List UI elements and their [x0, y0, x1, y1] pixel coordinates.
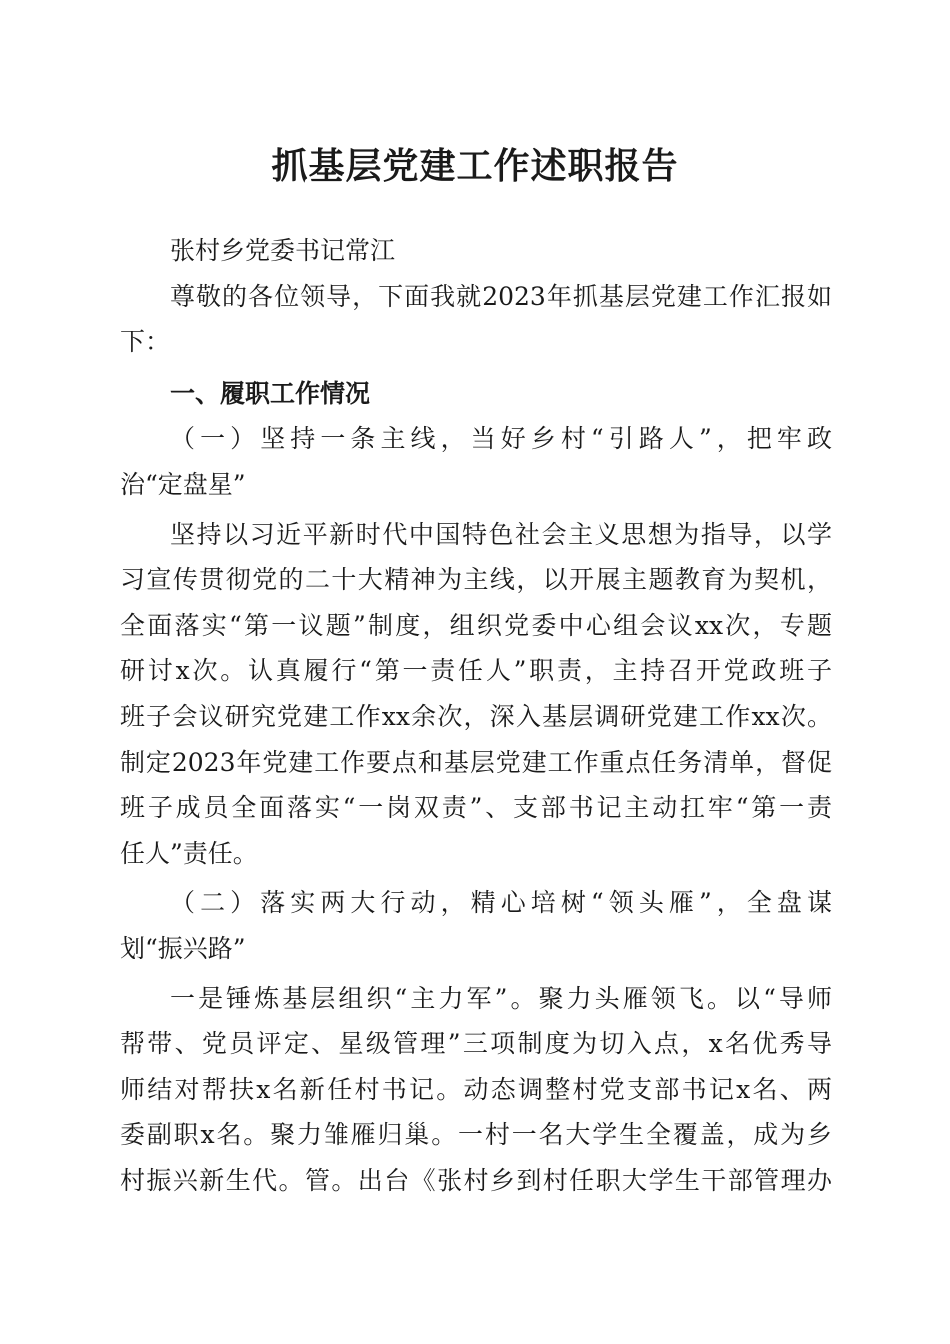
greeting-line-1: 尊敬的各位领导，下面我就2023年抓基层党建工作汇报如 — [170, 281, 832, 311]
paragraph-line: 班子会议研究党建工作xx余次，深入基层调研党建工作xx次。 — [120, 701, 832, 731]
paragraph-line: 师结对帮扶x名新任村书记。动态调整村党支部书记x名、两 — [120, 1074, 832, 1104]
greeting-line-2: 下： — [120, 327, 171, 357]
document-body — [120, 228, 832, 1203]
paragraph-line: 委副职x名。聚力雏雁归巢。一村一名大学生全覆盖，成为乡 — [120, 1120, 832, 1150]
paragraph-line: 村振兴新生代。管。出台《张村乡到村任职大学生干部管理办 — [120, 1165, 832, 1195]
subheading-1-line-2: 治“定盘星” — [120, 469, 246, 499]
paragraph-line: 任人”责任。 — [120, 838, 258, 868]
paragraph-line: 制定2023年党建工作要点和基层党建工作重点任务清单，督促 — [120, 747, 832, 777]
document-title: 抓基层党建工作述职报告 — [271, 145, 679, 187]
paragraph-line: 坚持以习近平新时代中国特色社会主义思想为指导，以学 — [170, 519, 832, 549]
paragraph-line: 习宣传贯彻党的二十大精神为主线，以开展主题教育为契机， — [120, 565, 832, 595]
author-line: 张村乡党委书记常江 — [170, 236, 396, 265]
paragraph-line: 帮带、党员评定、星级管理”三项制度为切入点，x名优秀导 — [120, 1029, 832, 1059]
subheading-1-line-1: （一）坚持一条主线，当好乡村“引路人”，把牢政 — [170, 424, 832, 454]
paragraph-line: 研讨x次。认真履行“第一责任人”职责，主持召开党政班子 — [120, 656, 832, 686]
paragraph-line: 全面落实“第一议题”制度，组织党委中心组会议xx次，专题 — [120, 610, 832, 640]
subheading-2-line-1: （二）落实两大行动，精心培树“领头雁”，全盘谋 — [170, 888, 832, 918]
subheading-2-line-2: 划“振兴路” — [120, 933, 246, 963]
paragraph-line: 班子成员全面落实“一岗双责”、支部书记主动扛牢“第一责 — [120, 793, 832, 823]
paragraph-line: 一是锤炼基层组织“主力军”。聚力头雁领飞。以“导师 — [170, 983, 832, 1013]
section-heading: 一、履职工作情况 — [170, 378, 371, 408]
